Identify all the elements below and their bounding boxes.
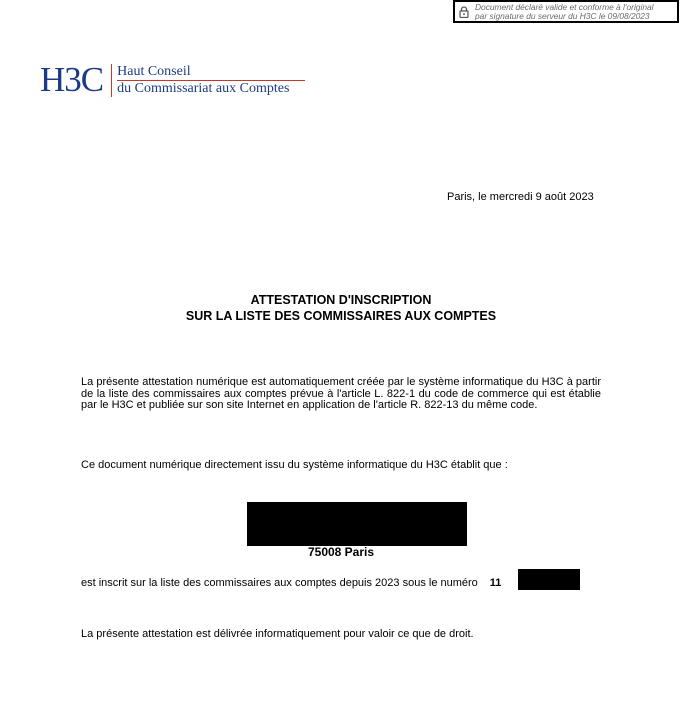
- inscription-text: est inscrit sur la liste des commissaires aux comptes depuis 2023 sous le numéro: [81, 577, 478, 589]
- document-title: [0, 292, 682, 324]
- logo-line-1: Haut Conseil: [117, 64, 305, 81]
- statement-paragraph: Ce document numérique directement issu du système informatique du H3C établit que :: [81, 459, 508, 471]
- redacted-registration-number: [518, 569, 580, 590]
- closing-paragraph: La présente attestation est délivrée informatiquement pour valoir ce que de droit.: [81, 628, 474, 640]
- stamp-line-2: par signature du serveur du H3C le 09/08/2023: [475, 10, 650, 21]
- h3c-logo: [40, 60, 305, 100]
- logo-text: [111, 64, 305, 97]
- logo-mark: H3C: [40, 60, 104, 99]
- intro-paragraph: La présente attestation numérique est automatiquement créée par le système informatique du H3C à partir de la liste des commissaires aux comptes prévue à l'article L. 822-1 du code de commerce qui est établie par le H3C et publiée sur son site Internet en application de l'article R. 822-13 du même code.: [81, 376, 601, 411]
- city-line: 75008 Paris: [307, 545, 375, 559]
- stamp-line-1: Document déclaré valide et conforme à l'original: [475, 1, 654, 12]
- registration-number-prefix: 11: [489, 577, 502, 589]
- title-line-2: SUR LA LISTE DES COMMISSAIRES AUX COMPTES: [185, 309, 497, 323]
- title-line-1: ATTESTATION D'INSCRIPTION: [250, 293, 432, 307]
- inscription-line: [81, 576, 501, 590]
- redacted-name-block: [247, 502, 467, 546]
- lock-icon: [459, 6, 469, 18]
- signature-stamp: [453, 0, 679, 23]
- stamp-text: [475, 3, 654, 21]
- logo-line-2: du Commissariat aux Comptes: [117, 81, 290, 96]
- document-date: Paris, le mercredi 9 août 2023: [447, 191, 594, 203]
